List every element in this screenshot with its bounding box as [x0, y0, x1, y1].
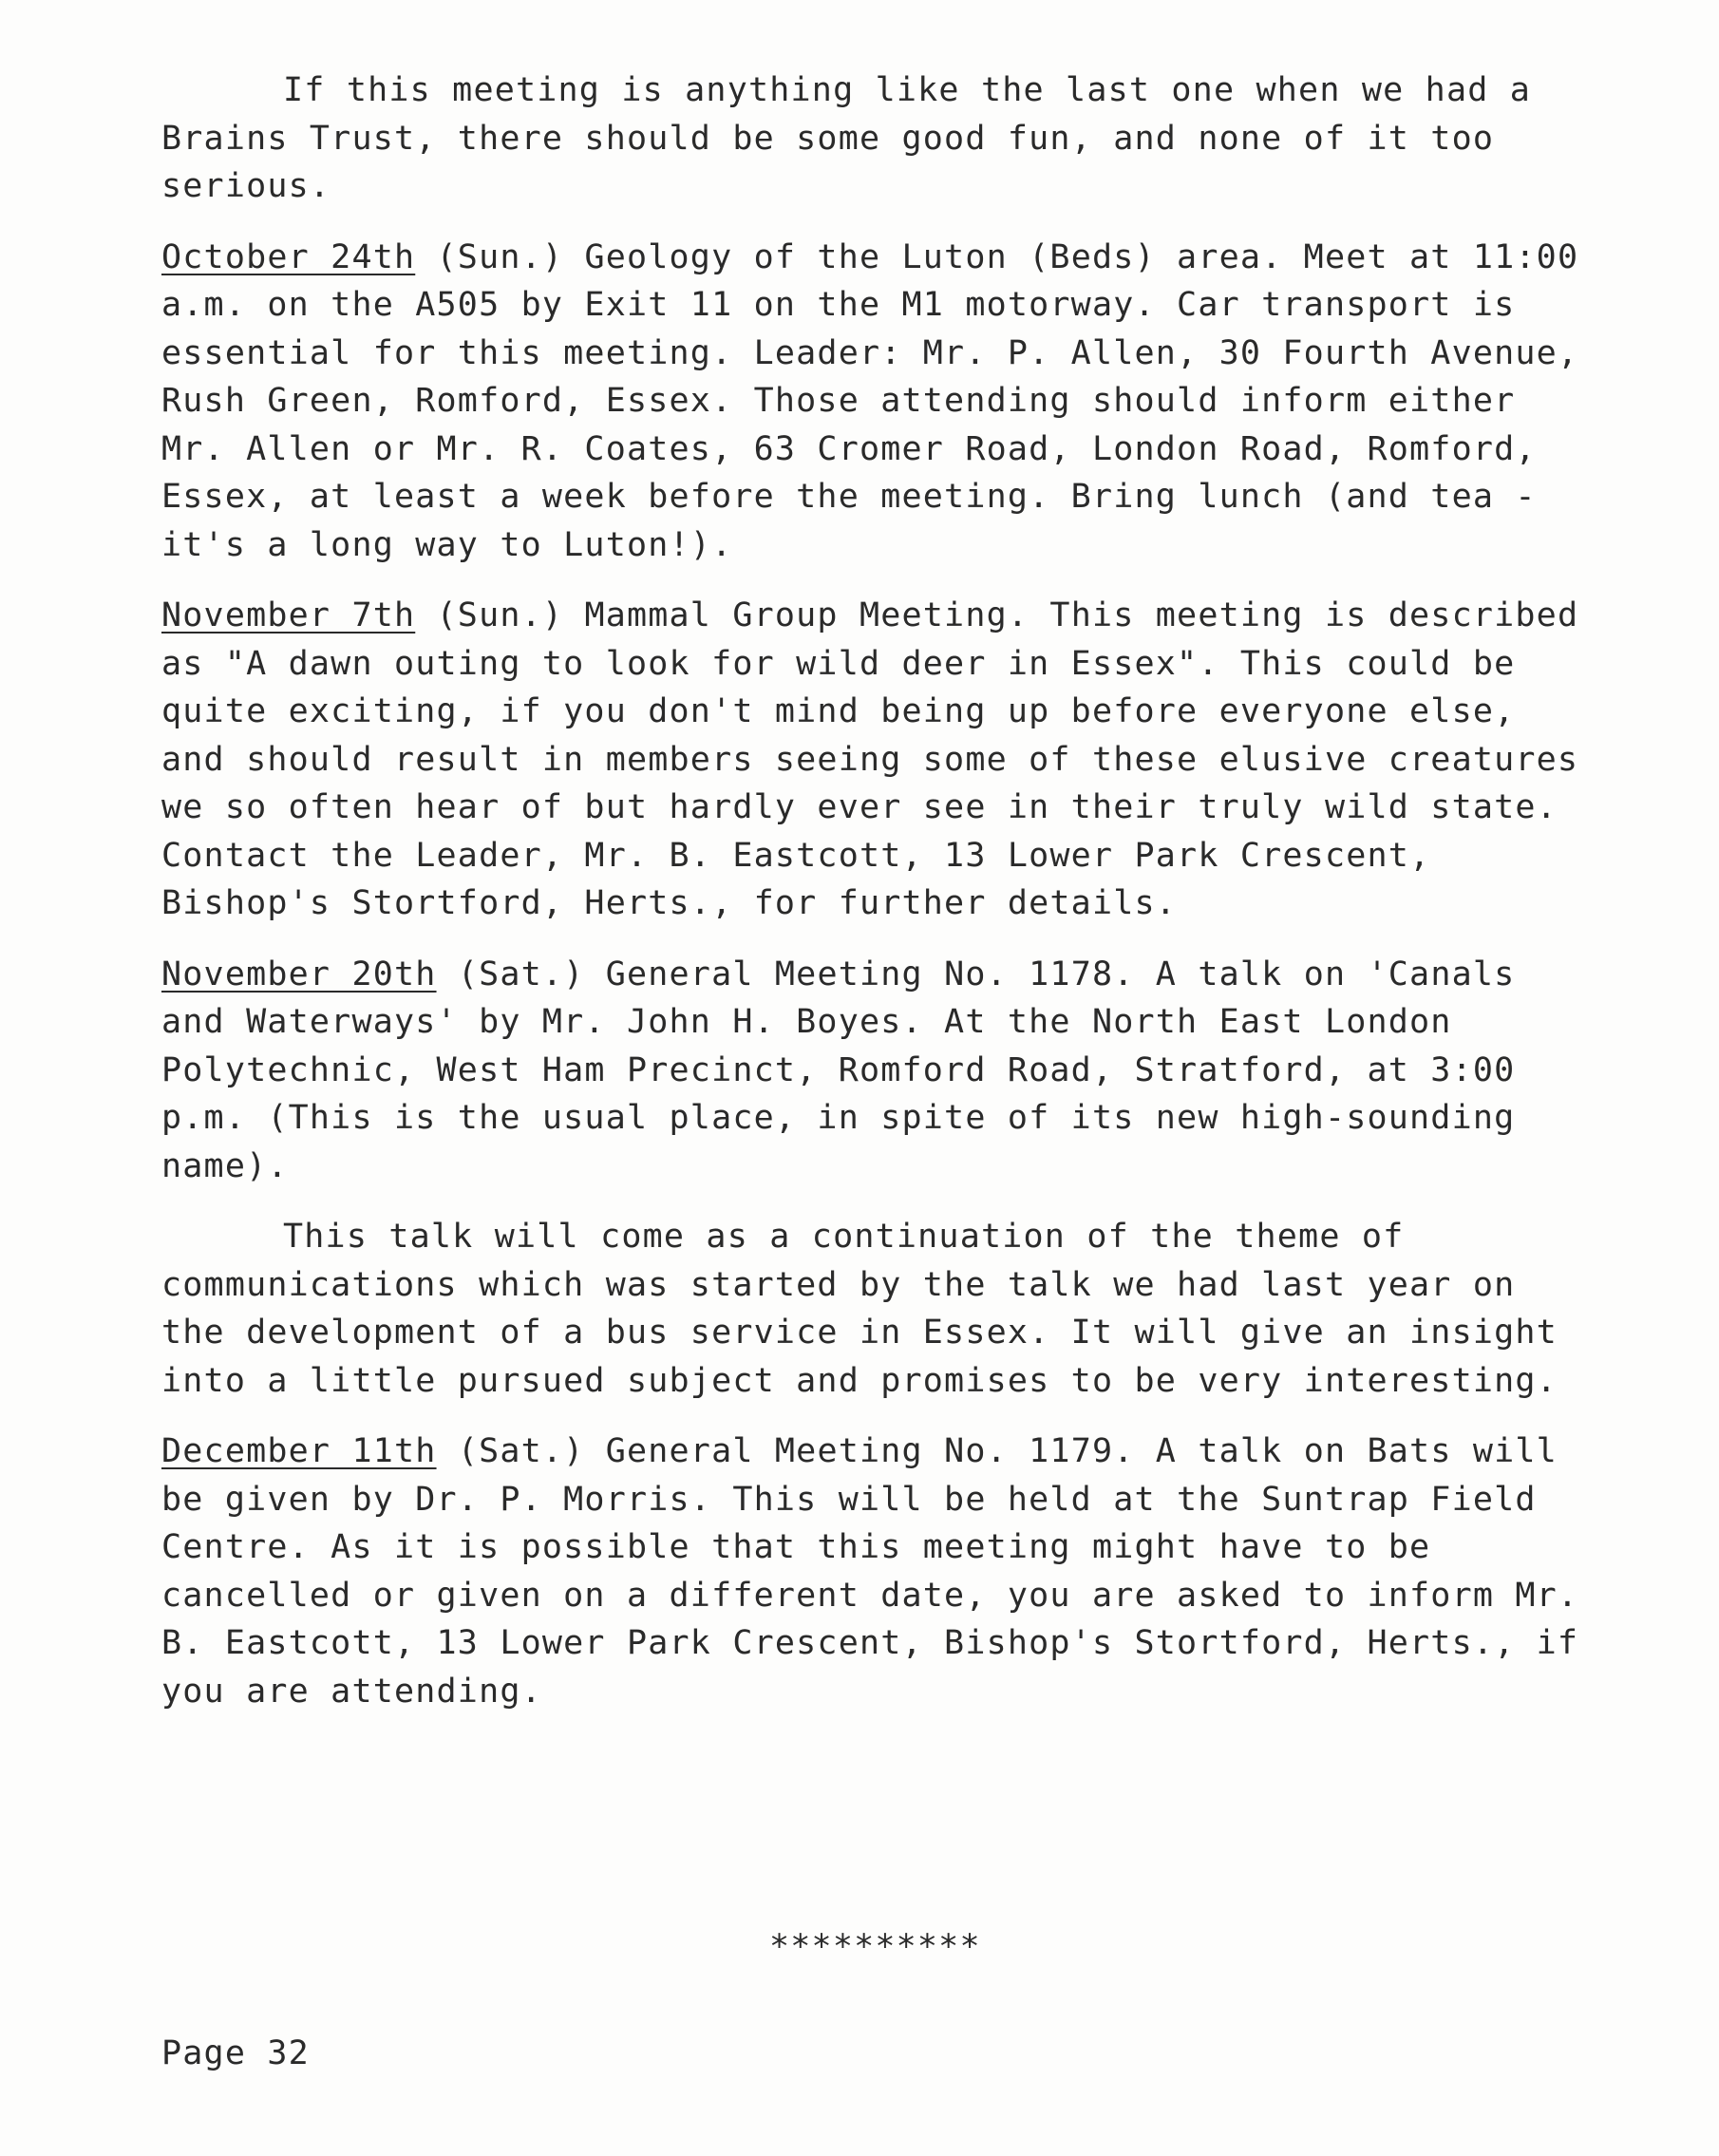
- event-december-11: [161, 1428, 1586, 1715]
- event-body: (Sat.) General Meeting No. 1179. A talk on Bats will be given by Dr. P. Morris. This will be held at the Suntrap Field Centre. As it is possible that this meeting might have to be cancelled or given on a different date, you are asked to inform Mr. B. Eastcott, 13 Lower Park Crescent, Bishop's Stortford, Herts., if you are attending.: [161, 1432, 1579, 1711]
- page-number: Page 32: [161, 2034, 310, 2072]
- event-date: November 7th: [161, 596, 416, 634]
- event-date: November 20th: [161, 955, 437, 993]
- event-november-7: [161, 592, 1586, 928]
- event-november-20: [161, 951, 1586, 1191]
- document-page: [161, 66, 1586, 1738]
- event-body: (Sat.) General Meeting No. 1178. A talk on 'Canals and Waterways' by Mr. John H. Boyes. At the North East London Polytechnic, West Ham Precinct, Romford Road, Stratford, at 3:00 p.m. (This is the usual place, in spite of its new high-sounding name).: [161, 955, 1516, 1185]
- continuation-paragraph: This talk will come as a continuation of the theme of communications which was started by the talk we had last year on the development of a bus service in Essex. It will give an insight into a little pursued subject and promises to be very interesting.: [161, 1218, 1558, 1400]
- intro-paragraph: If this meeting is anything like the last one when we had a Brains Trust, there should be some good fun, and none of it too serious.: [161, 71, 1532, 205]
- event-body: (Sun.) Mammal Group Meeting. This meeting is described as "A dawn outing to look for wild deer in Essex". This could be quite exciting, if you don't mind being up before everyone else, and should result in members seeing some of these elusive creatures we so often hear of but hardly ever see in their truly wild state. Contact the Leader, Mr. B. Eastcott, 13 Lower Park Crescent, Bishop's Stortford, Herts., for further details.: [161, 596, 1579, 922]
- event-body: (Sun.) Geology of the Luton (Beds) area. Meet at 11:00 a.m. on the A505 by Exit 11 on the M1 motorway. Car transport is essential for this meeting. Leader: Mr. P. Allen, 30 Fourth Avenue, Rush Green, Romford, Essex. Those attending should inform either Mr. Allen or Mr. R. Coates, 63 Cromer Road, London Road, Romford, Essex, at least a week before the meeting. Bring lunch (and tea - it's a long way to Luton!).: [161, 237, 1579, 564]
- section-divider: **********: [769, 1928, 981, 1966]
- event-date: December 11th: [161, 1432, 437, 1470]
- event-october-24: [161, 234, 1586, 570]
- event-date: October 24th: [161, 237, 416, 276]
